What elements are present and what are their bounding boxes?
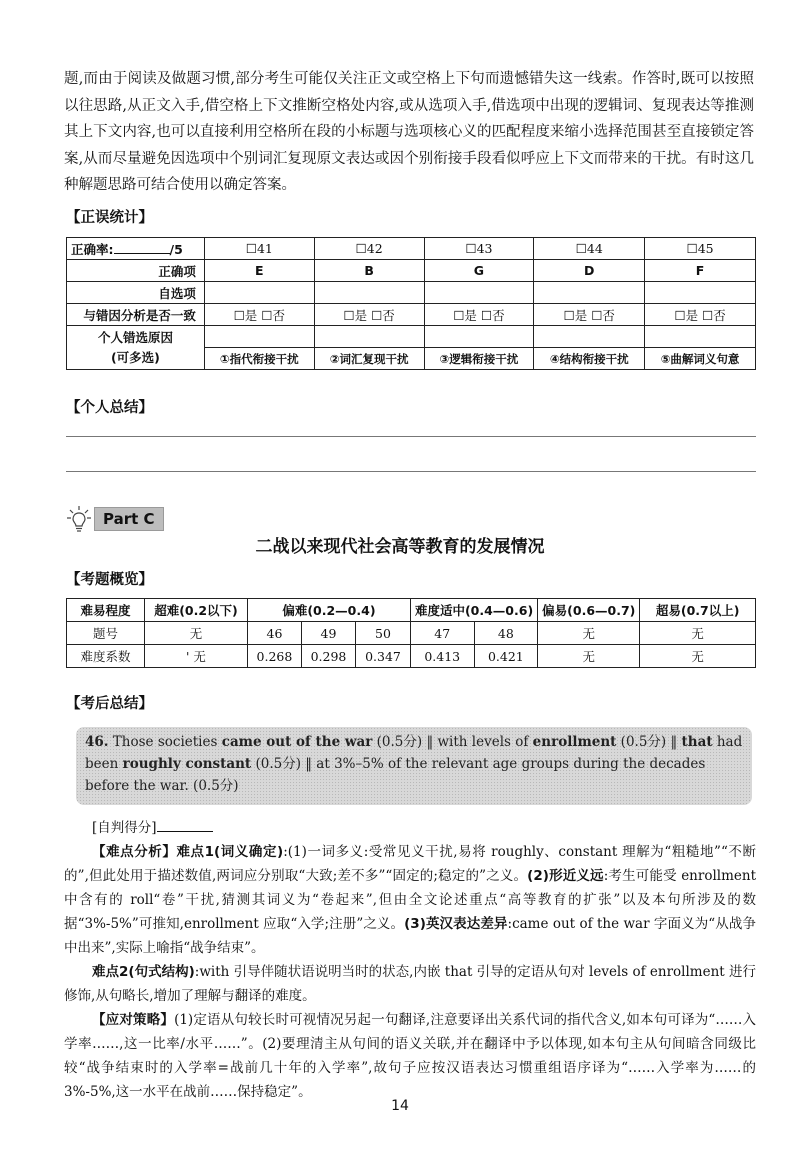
difficulty-row-coeff	[67, 645, 756, 668]
question-44-checkbox[interactable]: ☐44	[534, 238, 645, 260]
part-c-heading	[66, 502, 164, 536]
reason-blank-44[interactable]	[534, 326, 645, 348]
difficulty-header-row	[67, 599, 756, 622]
question-45-checkbox[interactable]: ☐45	[645, 238, 756, 260]
strategy-label: 【应对策略】	[92, 1012, 175, 1028]
reason-option-2: ②词汇复现干扰	[314, 348, 424, 370]
numbers-c3a: 47	[410, 622, 474, 645]
reason-blank-45[interactable]	[645, 326, 756, 348]
q46-bold-4: roughly constant	[122, 756, 252, 772]
reason-option-4: ④结构衔接干扰	[534, 348, 645, 370]
difficulty-table	[66, 598, 756, 668]
point1-sub3-text: :came out of the war 字面义为“从战争中出来”,实际上喻指“战争结束”。	[64, 916, 756, 956]
correct-option-43: G	[424, 260, 534, 282]
correct-option-44: D	[534, 260, 645, 282]
question-42-checkbox[interactable]: ☐42	[314, 238, 424, 260]
summary-section-label: 【个人总结】	[66, 400, 153, 416]
consistency-41[interactable]: ☐是 ☐否	[204, 304, 314, 326]
intro-text: 题,而由于阅读及做题习惯,部分考生可能仅关注正文或空格上下句而遗憾错失这一线索。作答时,既可以按照以往思路,从正文入手,借空格上下文推断空格处内容,或从选项入手,借选项中出现的逻辑词、复现表达等推测其上下文内容,也可以直接利用空格所在段的小标题与选项核心义的匹配程度来缩小选择范围甚至直接锁定答案,从而尽量避免因选项中个别词汇复现原文表达或因个别衔接手段看似呼应上下文而带来的干扰。有时这几种解题思路可结合使用以确定答案。	[64, 71, 754, 193]
page-number: 14	[391, 1098, 409, 1114]
difficulty-point-1	[64, 840, 756, 960]
reason-label	[67, 326, 205, 370]
difficulty-point-2	[64, 960, 756, 1008]
point1-text: :(1)一词多义:受常见义干扰,易将 roughly、constant 理解为“粗糙地”“不断的”,但此处用于描述数值,两词应分别取“大致;差不多”“固定的;稳定的”之义。	[64, 844, 757, 884]
point1-sub3-title: (3)英汉表达差异	[404, 916, 508, 932]
reason-label-line2: (可多选)	[110, 349, 160, 365]
q46-text-4: had been	[85, 734, 743, 772]
overview-section-label: 【考题概览】	[66, 572, 153, 588]
coeff-c2b: 0.298	[301, 645, 355, 668]
consistency-label: 与错因分析是否一致	[67, 304, 205, 326]
coeff-c1: ' 无	[145, 645, 248, 668]
question-41-checkbox[interactable]: ☐41	[204, 238, 314, 260]
self-option-42[interactable]	[314, 282, 424, 304]
summary-line-2[interactable]	[66, 471, 756, 472]
reason-blank-42[interactable]	[314, 326, 424, 348]
part-c-badge: Part C	[94, 507, 164, 531]
correct-option-41: E	[204, 260, 314, 282]
coeff-c3b: 0.421	[474, 645, 538, 668]
self-score-label: [自判得分]	[92, 820, 157, 836]
coeff-label: 难度系数	[67, 645, 145, 668]
difficulty-header-col2: 偏难(0.2—0.4)	[247, 599, 410, 622]
numbers-c2a: 46	[247, 622, 301, 645]
consistency-44[interactable]: ☐是 ☐否	[534, 304, 645, 326]
question-46-box	[76, 727, 752, 805]
point1-title: 难点1(词义确定)	[176, 844, 284, 860]
accuracy-cell	[67, 238, 205, 260]
coeff-c5: 无	[640, 645, 756, 668]
numbers-c5: 无	[640, 622, 756, 645]
post-exam-section-label: 【考后总结】	[66, 696, 153, 712]
numbers-c3b: 48	[474, 622, 538, 645]
correct-label: 正确项	[67, 260, 205, 282]
stats-row-accuracy	[67, 238, 756, 260]
coeff-c4: 无	[538, 645, 640, 668]
q46-bold-2: enrollment	[532, 734, 617, 750]
self-option-41[interactable]	[204, 282, 314, 304]
difficulty-header-col3: 难度适中(0.4—0.6)	[410, 599, 537, 622]
stats-row-consistency	[67, 304, 756, 326]
self-option-45[interactable]	[645, 282, 756, 304]
intro-paragraph	[64, 66, 754, 199]
accuracy-label: 正确率:	[71, 242, 114, 257]
q46-text-3: (0.5分) ‖	[620, 734, 678, 750]
lightbulb-icon	[66, 504, 92, 534]
strategy-paragraph	[64, 1008, 756, 1104]
correct-option-45: F	[645, 260, 756, 282]
part-c-title: 二战以来现代社会高等教育的发展情况	[255, 537, 545, 557]
analysis-section	[64, 816, 756, 1104]
self-option-44[interactable]	[534, 282, 645, 304]
numbers-c1: 无	[145, 622, 248, 645]
numbers-c4: 无	[538, 622, 640, 645]
stats-table	[66, 237, 756, 370]
reason-blank-43[interactable]	[424, 326, 534, 348]
consistency-42[interactable]: ☐是 ☐否	[314, 304, 424, 326]
reason-option-5: ⑤曲解词义句意	[645, 348, 756, 370]
numbers-c2b: 49	[301, 622, 355, 645]
q46-text-2: (0.5分) ‖ with levels of	[376, 734, 529, 750]
point2-title: 难点2(句式结构)	[92, 964, 195, 980]
q46-bold-3: that	[681, 734, 713, 750]
accuracy-blank[interactable]	[114, 239, 170, 254]
stats-row-reason-top	[67, 326, 756, 348]
numbers-c2c: 50	[356, 622, 411, 645]
point2-text: :with 引导伴随状语说明当时的状态,内嵌 that 引导的定语从句对 levels of enrollment 进行修饰,从句略长,增加了理解与翻译的难度。	[64, 964, 757, 1004]
consistency-43[interactable]: ☐是 ☐否	[424, 304, 534, 326]
strategy-text: (1)定语从句较长时可视情况另起一句翻译,注意要译出关系代词的指代含义,如本句可译为“……入学率……,这一比率/水平……”。(2)要理清主从句间的语义关联,并在翻译中予以体现,如本句主从句间暗含同级比较“战争结束时的入学率=战前几十年的入学率”,故句子应按汉语表达习惯重组语序译为“……入学率为……的3%-5%,这一水平在战前……保持稳定”。	[64, 1012, 757, 1100]
q46-text-5: (0.5分) ‖ at 3%–5% of the relevant age groups during the decades before the war. (0.5分)	[85, 756, 706, 794]
q46-text-1: Those societies	[112, 734, 218, 750]
self-score-line	[64, 816, 756, 840]
correct-option-42: B	[314, 260, 424, 282]
consistency-45[interactable]: ☐是 ☐否	[645, 304, 756, 326]
difficulty-header-col0: 难易程度	[67, 599, 145, 622]
question-43-checkbox[interactable]: ☐43	[424, 238, 534, 260]
difficulty-header-col5: 超易(0.7以上)	[640, 599, 756, 622]
stats-row-correct	[67, 260, 756, 282]
reason-blank-41[interactable]	[204, 326, 314, 348]
q46-bold-1: came out of the war	[221, 734, 373, 750]
reason-option-3: ③逻辑衔接干扰	[424, 348, 534, 370]
self-option-43[interactable]	[424, 282, 534, 304]
point1-sub2-title: (2)形近义远	[527, 868, 604, 884]
difficulty-header-col4: 偏易(0.6—0.7)	[538, 599, 640, 622]
point1-sub2-text: :考生可能受 enrollment 中含有的 roll“卷”干扰,猜测其词义为“卷起来”,但由全文论述重点“高等教育的扩张”以及本句所涉及的数据“3%-5%”可推知,enrollment 应取“入学;注册”之义。	[64, 868, 757, 932]
summary-line-1[interactable]	[66, 436, 756, 437]
stats-section-label: 【正误统计】	[66, 210, 153, 226]
coeff-c2a: 0.268	[247, 645, 301, 668]
reason-option-1: ①指代衔接干扰	[204, 348, 314, 370]
accuracy-total: /5	[169, 242, 183, 257]
difficulty-analysis-label: 【难点分析】	[92, 844, 177, 860]
q46-number: 46.	[85, 734, 109, 750]
coeff-c2c: 0.347	[356, 645, 411, 668]
numbers-label: 题号	[67, 622, 145, 645]
stats-row-self	[67, 282, 756, 304]
difficulty-row-numbers	[67, 622, 756, 645]
self-score-blank[interactable]	[157, 817, 213, 832]
difficulty-header-col1: 超难(0.2以下)	[145, 599, 248, 622]
self-label: 自选项	[67, 282, 205, 304]
reason-label-line1: 个人错选原因	[97, 329, 173, 345]
coeff-c3a: 0.413	[410, 645, 474, 668]
